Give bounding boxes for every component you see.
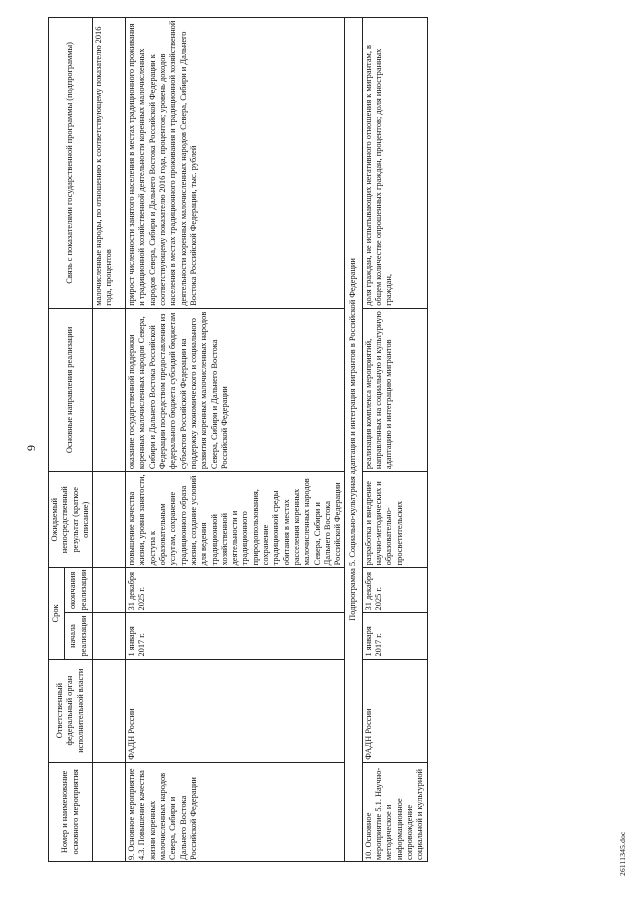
table-row (126, 18, 345, 862)
subprogram-row (345, 18, 362, 862)
row-number-name: 10. Основное мероприятие 5.1. Научно-методическое и информационное сопровождение социальной и культурной (362, 762, 427, 861)
document-id: 26111345.doc (618, 831, 627, 876)
row-end: 31 декабря 2025 г. (362, 568, 427, 613)
row-directions: реализация комплекса мероприятий, направленных на социальную и культурную адаптацию и интеграцию мигрантов (362, 308, 427, 471)
row-responsible: ФАДН России (362, 659, 427, 762)
header-responsible: Ответственный федеральный орган исполнительной власти (49, 659, 93, 762)
row-start: 1 января 2017 г. (126, 613, 345, 659)
row-start: 1 января 2017 г. (362, 613, 427, 659)
page-number: 9 (24, 445, 38, 451)
header-link: Связь с показателями государственной программы (подпрограммы) (49, 18, 93, 309)
row-end: 31 декабря 2025 г. (126, 568, 345, 613)
header-expected-result: Ожидаемый непосредственный результат (краткое описание) (49, 472, 93, 568)
subprogram-title: Подпрограмма 5. Социально-культурная адаптация и интеграция мигрантов в Российской Федерации (345, 18, 362, 862)
row-result: повышение качества жизни, уровня занятости, доступа к образовательным услугам, сохранение традиционного образа жизни, создание условий для ведения традиционной хозяйственной деятельности и традиционного природопользования, сохранение традиционной среды обитания в местах расселения коренных малочисленных народов Севера, Сибири и Дальнего Востока Российской Федерации (126, 472, 345, 568)
header-term-end: окончания реализации (64, 568, 92, 613)
header-directions: Основные направления реализации (49, 308, 93, 471)
header-term: Срок (49, 568, 65, 659)
events-table (48, 17, 428, 862)
header-number-name: Номер и наименование основного мероприятия (49, 762, 93, 861)
table-row-continuation (93, 18, 126, 862)
row-number-name: 9. Основное мероприятие 4.3. Повышение качества жизни коренных малочисленных народов Севера, Сибири и Дальнего Востока Российской Федерации (126, 762, 345, 861)
header-term-start: начала реализации (64, 613, 92, 659)
row-link: прирост численности занятого населения в местах традиционного проживания и традиционной хозяйственной деятельности коренных малочисленных народов Севера, Сибири и Дальнего Востока Российской Федерации к соответствующему показателю 2016 года, процентов; уровень доходов населения в местах традиционного проживания и традиционной хозяйственной деятельности коренных малочисленных народов Севера, Сибири и Дальнего Востока Российской Федерации, тыс. рублей (126, 18, 345, 309)
rotated-content (22, 21, 628, 876)
row-directions: оказание государственной поддержки коренных малочисленных народов Севера, Сибири и Дальнего Востока Российской Федерации посредством предоставления из федерального бюджета субсидий бюджетам субъектов Российской Федерации на поддержку экономического и социального развития коренных малочисленных народов Севера, Сибири и Дальнего Востока Российской Федерации (126, 308, 345, 471)
continuation-cell: малочисленные народы, по отношению к соответствующему показателю 2016 года, процентов (93, 18, 126, 309)
table-row (362, 18, 427, 862)
row-link: доля граждан, не испытывающих негативного отношения к мигрантам, в общем количестве опрошенных граждан, процентов; доля иностранных граждан, (362, 18, 427, 309)
row-result: разработка и внедрение научно-методических и образовательно-просветительских (362, 472, 427, 568)
row-responsible: ФАДН России (126, 659, 345, 762)
